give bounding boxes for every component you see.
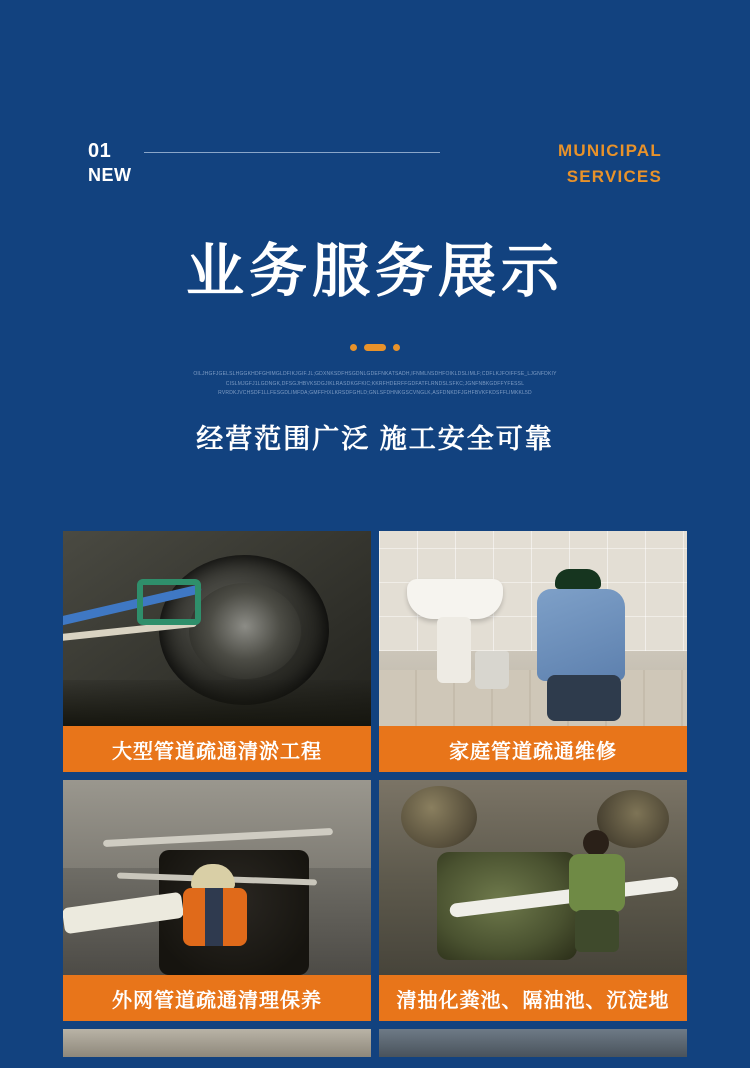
service-card[interactable] xyxy=(379,780,687,1021)
header-divider-line xyxy=(144,152,440,153)
service-photo xyxy=(379,531,687,726)
micro-line-3: RVRDKJVCHSDF1LLFESGDLIMFDA;GMFFHXLKRSDFGHLD;GNLSFDHNKGSCVNGLK,ASFDNKDFJGHFBVKFKDSFFLIMKKL5D xyxy=(218,390,532,396)
manhole-maintenance-photo xyxy=(63,780,371,975)
service-caption: 大型管道疏通清淤工程 xyxy=(63,726,371,772)
section-number-block xyxy=(88,138,132,188)
service-photo xyxy=(63,531,371,726)
next-row-photo xyxy=(63,1029,371,1057)
home-plumbing-photo xyxy=(379,531,687,726)
micro-line-2: CISLMJGFJ1LGDNGK,DFSGJHBVKSDGJIKLRASDKGFKIC;KKRFHDERFFGDFATFLRNDSLSFKC;JGNFNBKGDFFYFESSL xyxy=(225,380,525,387)
next-row-photo xyxy=(379,1029,687,1057)
header-english-line1: MUNICIPAL xyxy=(558,141,662,160)
service-card-partial[interactable] xyxy=(379,1029,687,1057)
service-photo xyxy=(379,1029,687,1057)
service-card[interactable] xyxy=(63,780,371,1021)
dot-icon xyxy=(350,344,357,351)
service-caption: 清抽化粪池、隔油池、沉淀地 xyxy=(379,975,687,1021)
dash-icon xyxy=(364,344,386,351)
section-number: 01 xyxy=(88,140,112,162)
pipe-dredging-photo xyxy=(63,531,371,726)
page-title: 业务服务展示 xyxy=(185,239,564,304)
service-card[interactable] xyxy=(379,531,687,772)
service-photo xyxy=(379,780,687,975)
septic-pumping-photo xyxy=(379,780,687,975)
service-photo xyxy=(63,780,371,975)
page-subtitle: 经营范围广泛 施工安全可靠 xyxy=(196,424,554,454)
service-photo xyxy=(63,1029,371,1057)
decorative-dots xyxy=(0,344,750,351)
header-english-line2: SERVICES xyxy=(566,166,662,186)
service-card[interactable] xyxy=(63,531,371,772)
header-row xyxy=(0,138,750,198)
micro-line-1: OILJHGFJGELSLHGGKHDFGHIMGLDFIKJGIF.JL;GDXNKSDFHSGDNLGDEFNKATSADH,IFNMLNSDHFOIKLDSLIMLF;CDFLKJFOIFFSE_LJGNFDKIY xyxy=(193,371,557,377)
service-card-partial[interactable] xyxy=(63,1029,371,1057)
section-new-label: NEW xyxy=(88,165,132,186)
dot-icon xyxy=(393,344,400,351)
service-caption: 外网管道疏通清理保养 xyxy=(63,975,371,1021)
header-english-label xyxy=(558,138,662,189)
service-card-grid xyxy=(63,531,687,1057)
service-caption: 家庭管道疏通维修 xyxy=(379,726,687,772)
micro-placeholder-text xyxy=(0,370,750,399)
